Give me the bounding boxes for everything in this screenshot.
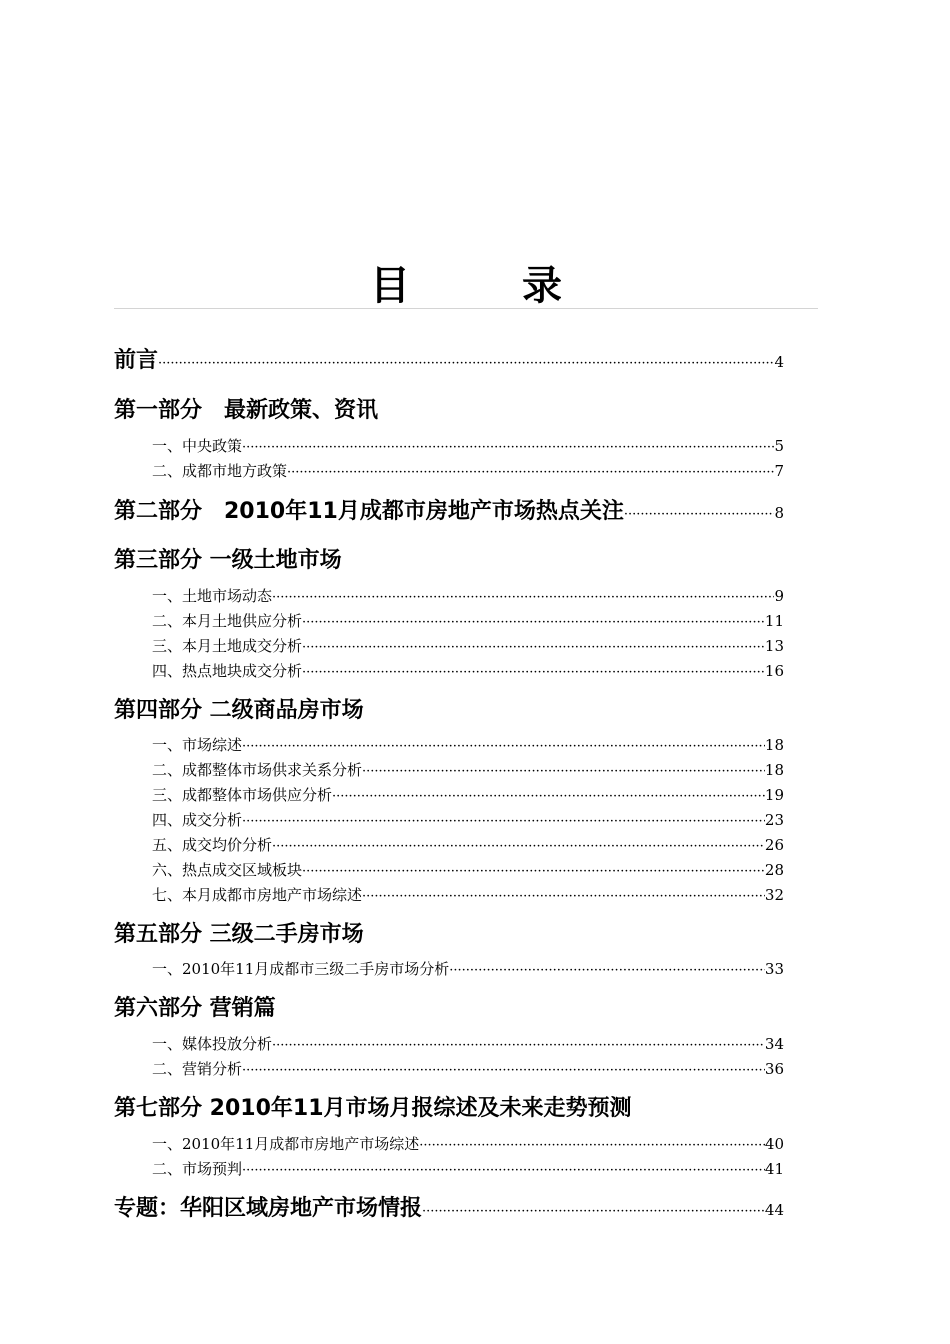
toc-entry-label: 二、本月土地供应分析 (152, 612, 303, 630)
toc-entry-label: 四、成交分析 (152, 811, 243, 829)
toc-section-entry[interactable] (114, 920, 784, 950)
toc-entry-label: 第四部分 二级商品房市场 (114, 698, 364, 723)
toc-leader-dots (272, 1035, 765, 1055)
toc-entry-label: 第五部分 三级二手房市场 (114, 922, 364, 947)
toc-entry-label: 第二部分 2010年11月成都市房地产市场热点关注 (114, 499, 624, 524)
toc-entry-label: 一、2010年11月成都市房地产市场综述 (152, 1135, 420, 1153)
toc-subsection-entry[interactable] (152, 958, 784, 980)
toc-page-number: 33 (764, 960, 784, 978)
toc-subsection-entry[interactable] (152, 809, 784, 831)
toc-page-number: 36 (764, 1060, 784, 1078)
toc-page-number: 19 (764, 786, 784, 804)
toc-entry-label: 四、热点地块成交分析 (152, 662, 303, 680)
toc-page-number: 18 (764, 761, 784, 779)
toc-subsection-entry[interactable] (152, 610, 784, 632)
toc-leader-dots (362, 761, 765, 781)
toc-page-number: 18 (764, 736, 784, 754)
toc-page-number: 41 (764, 1160, 784, 1178)
toc-leader-dots (302, 662, 765, 682)
toc-subsection-entry[interactable] (152, 859, 784, 881)
toc-section-entry[interactable] (114, 1194, 784, 1224)
toc-entry-label: 七、本月成都市房地产市场综述 (152, 886, 363, 904)
toc-entry-label: 二、市场预判 (152, 1160, 243, 1178)
toc-page-number: 7 (774, 462, 784, 480)
toc-subsection-entry[interactable] (152, 435, 784, 457)
toc-leader-dots (272, 587, 774, 607)
toc-page-number: 9 (774, 587, 784, 605)
toc-subsection-entry[interactable] (152, 759, 784, 781)
toc-entry-label: 五、成交均价分析 (152, 836, 273, 854)
toc-leader-dots (242, 1060, 765, 1080)
toc-leader-dots (422, 1197, 765, 1224)
toc-page-number: 16 (764, 662, 784, 680)
toc-page-number: 40 (764, 1135, 784, 1153)
toc-subsection-entry[interactable] (152, 834, 784, 856)
toc-leader-dots (272, 836, 765, 856)
toc-page-number: 11 (764, 612, 784, 630)
toc-entry-label: 第六部分 营销篇 (114, 996, 276, 1021)
toc-entry-label: 一、2010年11月成都市三级二手房市场分析 (152, 960, 450, 978)
toc-leader-dots (242, 437, 774, 457)
toc-entry-label: 二、成都市地方政策 (152, 462, 288, 480)
toc-section-entry[interactable] (114, 497, 784, 527)
toc-section-entry[interactable] (114, 696, 784, 726)
toc-page-number: 26 (764, 836, 784, 854)
toc-leader-dots (242, 811, 765, 831)
toc-entry-label: 一、媒体投放分析 (152, 1035, 273, 1053)
toc-section-entry[interactable] (114, 346, 784, 376)
toc-page-number: 5 (774, 437, 784, 455)
toc-page-number: 4 (774, 353, 784, 371)
toc-entry-label: 一、土地市场动态 (152, 587, 273, 605)
toc-leader-dots (287, 462, 774, 482)
toc-page-number: 8 (774, 504, 784, 522)
toc-subsection-entry[interactable] (152, 884, 784, 906)
toc-leader-dots (362, 886, 765, 906)
toc-entry-label: 一、中央政策 (152, 437, 243, 455)
toc-leader-dots (302, 861, 765, 881)
toc-leader-dots (302, 612, 765, 632)
toc-leader-dots (449, 960, 765, 980)
toc-leader-dots (242, 736, 765, 756)
toc-section-entry[interactable] (114, 994, 784, 1024)
toc-leader-dots (332, 786, 765, 806)
toc-subsection-entry[interactable] (152, 734, 784, 756)
toc-section-entry[interactable] (114, 546, 784, 576)
toc-entry-label: 六、热点成交区域板块 (152, 861, 303, 879)
toc-entry-label: 一、市场综述 (152, 736, 243, 754)
toc-leader-dots (419, 1135, 765, 1155)
toc-entry-label: 三、成都整体市场供应分析 (152, 786, 333, 804)
toc-section-entry[interactable] (114, 396, 784, 426)
toc-entry-label: 专题：华阳区域房地产市场情报 (114, 1196, 423, 1221)
toc-page-number: 34 (764, 1035, 784, 1053)
toc-entry-label: 三、本月土地成交分析 (152, 637, 303, 655)
toc-subsection-entry[interactable] (152, 784, 784, 806)
toc-entry-label: 第一部分 最新政策、资讯 (114, 398, 379, 423)
toc-leader-dots (624, 500, 775, 527)
toc-subsection-entry[interactable] (152, 635, 784, 657)
toc-entry-label: 二、成都整体市场供求关系分析 (152, 761, 363, 779)
toc-page-number: 32 (764, 886, 784, 904)
toc-entry-label: 第三部分 一级土地市场 (114, 548, 342, 573)
toc-entry-label: 二、营销分析 (152, 1060, 243, 1078)
toc-page-number: 28 (764, 861, 784, 879)
toc-leader-dots (158, 349, 774, 376)
toc-page-number: 13 (764, 637, 784, 655)
toc-subsection-entry[interactable] (152, 1158, 784, 1180)
toc-subsection-entry[interactable] (152, 1033, 784, 1055)
toc-page-number: 44 (764, 1201, 784, 1219)
toc-subsection-entry[interactable] (152, 660, 784, 682)
toc-subsection-entry[interactable] (152, 1058, 784, 1080)
toc-page-number: 23 (764, 811, 784, 829)
toc-subsection-entry[interactable] (152, 585, 784, 607)
toc-entry-label: 前言 (114, 348, 159, 373)
toc-subsection-entry[interactable] (152, 1133, 784, 1155)
toc-title: 目 录 (370, 263, 598, 309)
toc-leader-dots (302, 637, 765, 657)
toc-section-entry[interactable] (114, 1094, 784, 1124)
toc-entry-label: 第七部分 2010年11月市场月报综述及未来走势预测 (114, 1096, 632, 1121)
toc-subsection-entry[interactable] (152, 460, 784, 482)
toc-leader-dots (242, 1160, 765, 1180)
